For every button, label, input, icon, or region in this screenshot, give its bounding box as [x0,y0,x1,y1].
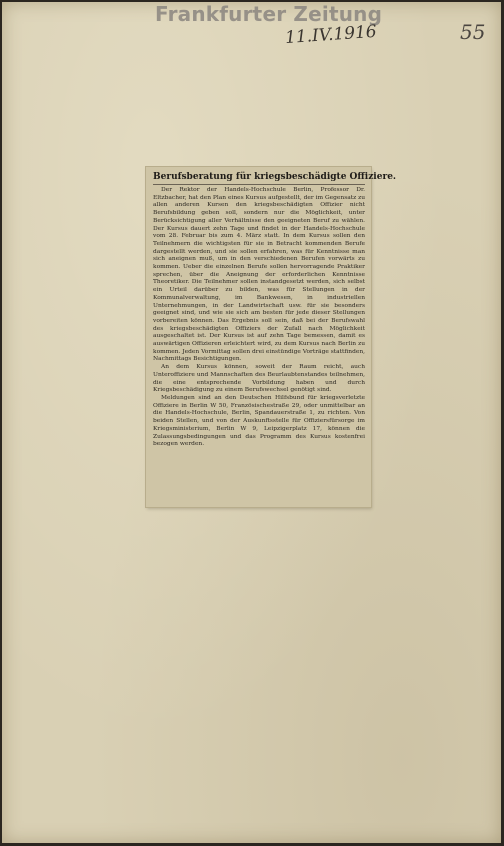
article-paragraph-2: An dem Kursus können, soweit der Raum reicht, auch Unteroffiziere und Mannschaften des Beurlaubtenstandes teilnehmen, die eine entsprechende Vorbildung haben und durch Kriegsbeschädigung zu einem Berufswechsel genötigt sind. [153,364,365,394]
article-headline: Berufsberatung für kriegsbeschädigte Offiziere. [153,171,365,185]
newspaper-clipping [146,167,397,507]
article-paragraph-3: Meldungen sind an den Deutschen Hilfsbund für kriegsverletzte Offiziere in Berlin W 50, Französischestraße 29, oder unmittelbar an die Handels-Hochschule, Berlin, Spandauerstraße 1, zu richten. Von beiden Stellen, und von der Auskunftsstelle für Offiziersfürsorge im Kriegsministerium, Berlin W 9, Leipzigerplatz 17, können die Zulassungsbedingungen und das Programm des Kursus kostenfrei bezogen werden. [153,394,365,448]
article-paragraph-1: Der Rektor der Handels-Hochschule Berlin, Professor Dr. Eltzbacher, hat den Plan eines Kursus aufgestellt, der im Gegensatz zu allen anderen Kursen den kriegsbeschädigten Offizier nicht Berufsbildung geben soll, sondern nur die Möglichkeit, unter Berücksichtigung aller Verhältnisse den geeigneten Beruf zu wählen. Der Kursus dauert zehn Tage und findet in der Handels-Hochschule vom 28. Februar bis zum 4. März statt. In dem Kursus sollen den Teilnehmern die wichtigsten für sie in Betracht kommenden Berufe dargestellt werden, und sie sollen erfahren, was für Kenntnisse man sich aneignen muß, um in den verschiedenen Berufen vorwärts zu kommen. Ueber die einzelnen Berufe sollen hervorragende Praktiker sprechen, über die Aneignung der erforderlichen Kenntnisse Theoretiker. Die Teilnehmer sollen instandgesetzt werden, sich selbst ein Urteil darüber zu bilden, was für Stellungen in der Kommunalverwaltung, im Bankwesen, in industriellen Unternehmungen, in der Landwirtschaft usw. für sie besonders geeignet sind, und wie sie sich am besten für jede dieser Stellungen vorbereiten können. Das Ergebnis soll sein, daß bei der Berufswahl des kriegsbeschädigten Offiziers der Zufall nach Möglichkeit ausgeschaltet ist. Der Kursus ist auf zehn Tage bemessen, damit es auswärtigen Offizieren erleichtert wird, zu dem Kursus nach Berlin zu kommen. Jeden Vormittag sollen drei einstündige Vorträge stattfinden, Nachmittags Besichtigungen. [153,187,365,363]
archive-sheet [2,2,501,843]
article-body [153,187,365,449]
newspaper-stamp: Frankfurter Zeitung [155,2,383,26]
handwritten-date: 11.IV.1916 [284,21,378,49]
page-number: 55 [460,20,486,44]
